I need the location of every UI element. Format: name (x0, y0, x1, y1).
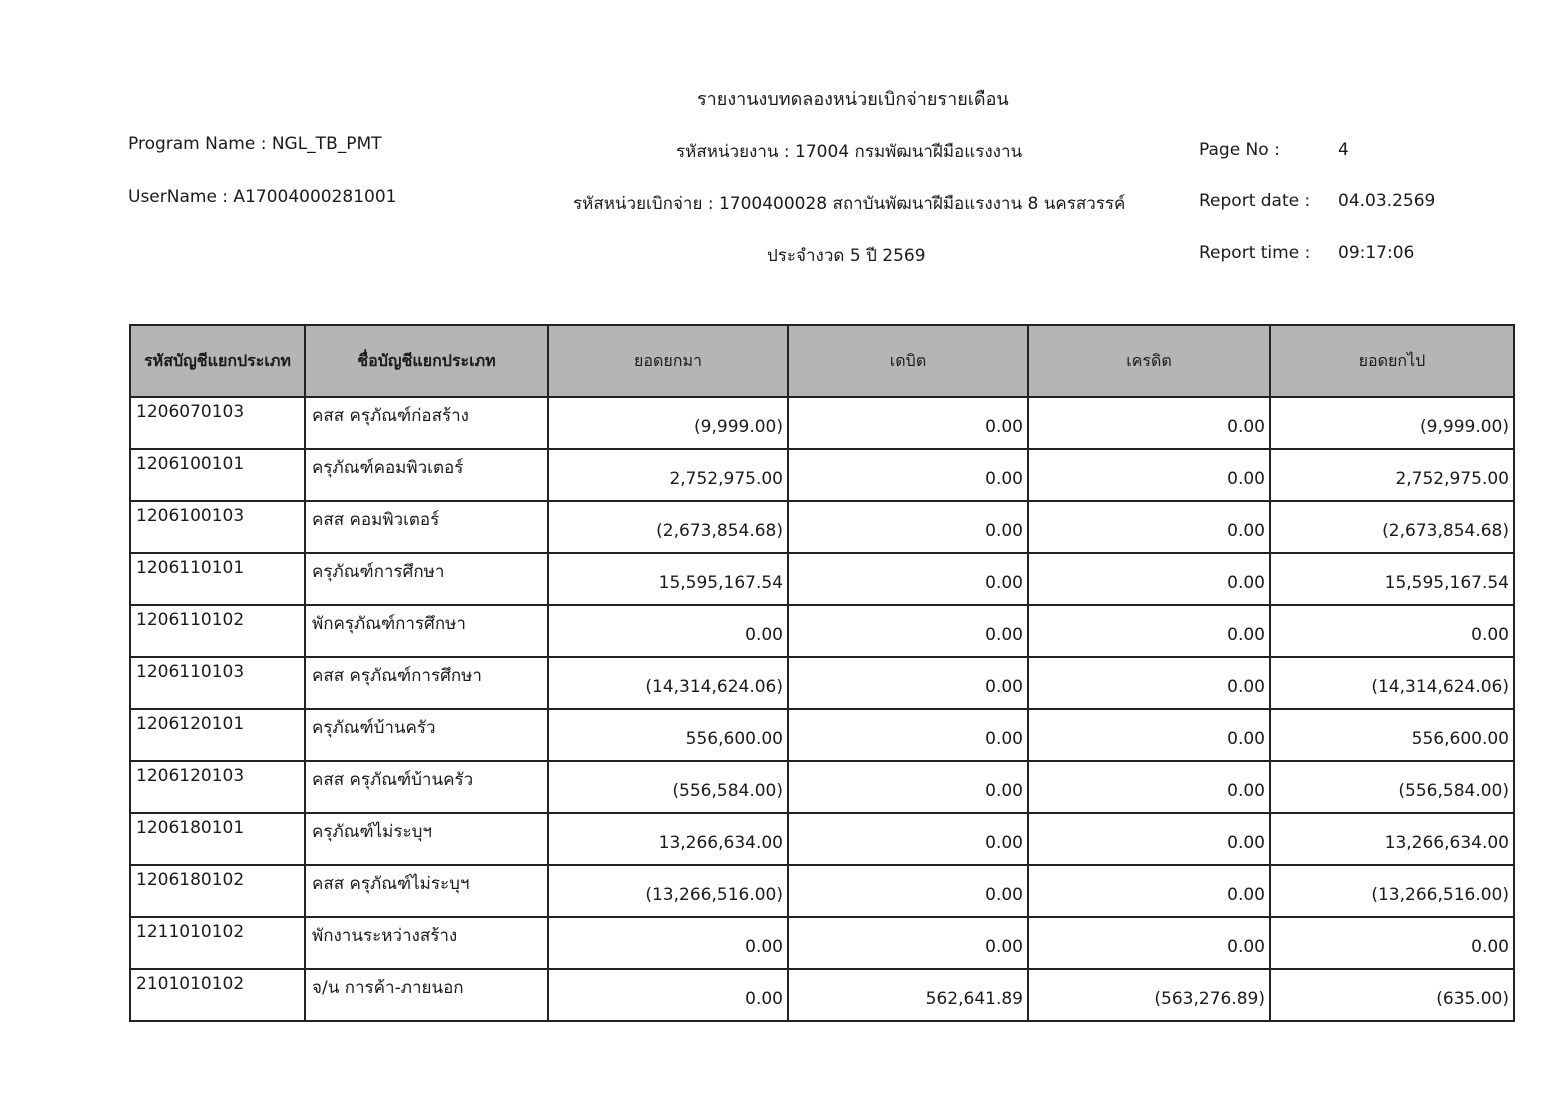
col-header-account-name: ชื่อบัญชีแยกประเภท (305, 325, 548, 397)
cell-account-name: ครุภัณฑ์การศึกษา (305, 553, 548, 605)
cell-opening-balance: (556,584.00) (548, 761, 788, 813)
cell-account-code: 2101010102 (130, 969, 305, 1021)
cell-opening-balance: 0.00 (548, 605, 788, 657)
cell-closing-balance: (2,673,854.68) (1270, 501, 1514, 553)
cell-credit: 0.00 (1028, 761, 1270, 813)
table-row (130, 917, 1514, 969)
cell-closing-balance: (13,266,516.00) (1270, 865, 1514, 917)
table-row (130, 865, 1514, 917)
page-no-label: Page No : (1199, 140, 1280, 160)
cell-opening-balance: 0.00 (548, 917, 788, 969)
cell-account-name: คสส ครุภัณฑ์บ้านครัว (305, 761, 548, 813)
report-time-label: Report time : (1199, 243, 1311, 263)
cell-account-code: 1206100103 (130, 501, 305, 553)
cell-account-name: พักครุภัณฑ์การศึกษา (305, 605, 548, 657)
col-header-credit: เครดิต (1028, 325, 1270, 397)
cell-credit: 0.00 (1028, 657, 1270, 709)
report-date-value: 04.03.2569 (1338, 191, 1436, 211)
cell-opening-balance: (14,314,624.06) (548, 657, 788, 709)
cell-credit: 0.00 (1028, 813, 1270, 865)
cell-debit: 0.00 (788, 709, 1028, 761)
col-header-opening-balance: ยอดยกมา (548, 325, 788, 397)
cell-debit: 0.00 (788, 397, 1028, 449)
report-title: รายงานงบทดลองหน่วยเบิกจ่ายรายเดือน (697, 89, 1009, 110)
cell-debit: 0.00 (788, 605, 1028, 657)
cell-credit: 0.00 (1028, 397, 1270, 449)
cell-account-name: คสส ครุภัณฑ์ก่อสร้าง (305, 397, 548, 449)
cell-credit: 0.00 (1028, 501, 1270, 553)
cell-credit: (563,276.89) (1028, 969, 1270, 1021)
cell-account-name: คสส ครุภัณฑ์ไม่ระบุฯ (305, 865, 548, 917)
cell-account-code: 1206110101 (130, 553, 305, 605)
cell-debit: 0.00 (788, 917, 1028, 969)
cell-account-code: 1211010102 (130, 917, 305, 969)
username: UserName : A17004000281001 (128, 187, 397, 207)
cell-credit: 0.00 (1028, 553, 1270, 605)
cell-debit: 0.00 (788, 553, 1028, 605)
table-row (130, 813, 1514, 865)
cell-account-code: 1206120103 (130, 761, 305, 813)
col-header-account-code: รหัสบัญชีแยกประเภท (130, 325, 305, 397)
cell-account-name: คสส คอมพิวเตอร์ (305, 501, 548, 553)
cell-credit: 0.00 (1028, 865, 1270, 917)
table-row (130, 709, 1514, 761)
trial-balance-table (129, 324, 1515, 1022)
cell-credit: 0.00 (1028, 449, 1270, 501)
cell-opening-balance: 2,752,975.00 (548, 449, 788, 501)
cell-closing-balance: 0.00 (1270, 917, 1514, 969)
cell-debit: 0.00 (788, 865, 1028, 917)
table-row (130, 605, 1514, 657)
cell-debit: 0.00 (788, 657, 1028, 709)
table-row (130, 761, 1514, 813)
table-row (130, 449, 1514, 501)
cell-closing-balance: (556,584.00) (1270, 761, 1514, 813)
report-time-value: 09:17:06 (1338, 243, 1415, 263)
cell-opening-balance: (13,266,516.00) (548, 865, 788, 917)
cell-debit: 0.00 (788, 813, 1028, 865)
cell-closing-balance: 0.00 (1270, 605, 1514, 657)
cell-credit: 0.00 (1028, 605, 1270, 657)
table-header-row (130, 325, 1514, 397)
cell-account-name: จ/น การค้า-ภายนอก (305, 969, 548, 1021)
cell-account-name: พักงานระหว่างสร้าง (305, 917, 548, 969)
cell-opening-balance: 15,595,167.54 (548, 553, 788, 605)
cell-debit: 562,641.89 (788, 969, 1028, 1021)
table-row (130, 397, 1514, 449)
cell-credit: 0.00 (1028, 917, 1270, 969)
cell-closing-balance: 556,600.00 (1270, 709, 1514, 761)
period-line: ประจำงวด 5 ปี 2569 (767, 246, 926, 266)
cell-account-name: ครุภัณฑ์คอมพิวเตอร์ (305, 449, 548, 501)
cell-account-code: 1206110103 (130, 657, 305, 709)
cell-account-code: 1206180102 (130, 865, 305, 917)
cell-account-code: 1206180101 (130, 813, 305, 865)
cell-opening-balance: 0.00 (548, 969, 788, 1021)
cell-debit: 0.00 (788, 761, 1028, 813)
report-date-label: Report date : (1199, 191, 1311, 211)
cell-account-code: 1206110102 (130, 605, 305, 657)
cell-opening-balance: 13,266,634.00 (548, 813, 788, 865)
cell-closing-balance: (9,999.00) (1270, 397, 1514, 449)
cell-account-name: คสส ครุภัณฑ์การศึกษา (305, 657, 548, 709)
cell-debit: 0.00 (788, 449, 1028, 501)
cell-closing-balance: 13,266,634.00 (1270, 813, 1514, 865)
disbursing-unit-line: รหัสหน่วยเบิกจ่าย : 1700400028 สถาบันพัฒนาฝีมือแรงงาน 8 นครสวรรค์ (573, 194, 1126, 214)
cell-closing-balance: 2,752,975.00 (1270, 449, 1514, 501)
agency-line: รหัสหน่วยงาน : 17004 กรมพัฒนาฝีมือแรงงาน (676, 142, 1023, 162)
cell-opening-balance: (9,999.00) (548, 397, 788, 449)
cell-opening-balance: (2,673,854.68) (548, 501, 788, 553)
table-row (130, 501, 1514, 553)
table-row (130, 553, 1514, 605)
cell-account-code: 1206120101 (130, 709, 305, 761)
cell-closing-balance: 15,595,167.54 (1270, 553, 1514, 605)
cell-opening-balance: 556,600.00 (548, 709, 788, 761)
cell-account-name: ครุภัณฑ์บ้านครัว (305, 709, 548, 761)
cell-account-code: 1206100101 (130, 449, 305, 501)
table-row (130, 969, 1514, 1021)
col-header-debit: เดบิต (788, 325, 1028, 397)
col-header-closing-balance: ยอดยกไป (1270, 325, 1514, 397)
cell-closing-balance: (635.00) (1270, 969, 1514, 1021)
cell-credit: 0.00 (1028, 709, 1270, 761)
table-row (130, 657, 1514, 709)
cell-account-name: ครุภัณฑ์ไม่ระบุฯ (305, 813, 548, 865)
cell-debit: 0.00 (788, 501, 1028, 553)
program-name: Program Name : NGL_TB_PMT (128, 134, 382, 154)
cell-account-code: 1206070103 (130, 397, 305, 449)
page-no-value: 4 (1338, 140, 1349, 160)
cell-closing-balance: (14,314,624.06) (1270, 657, 1514, 709)
